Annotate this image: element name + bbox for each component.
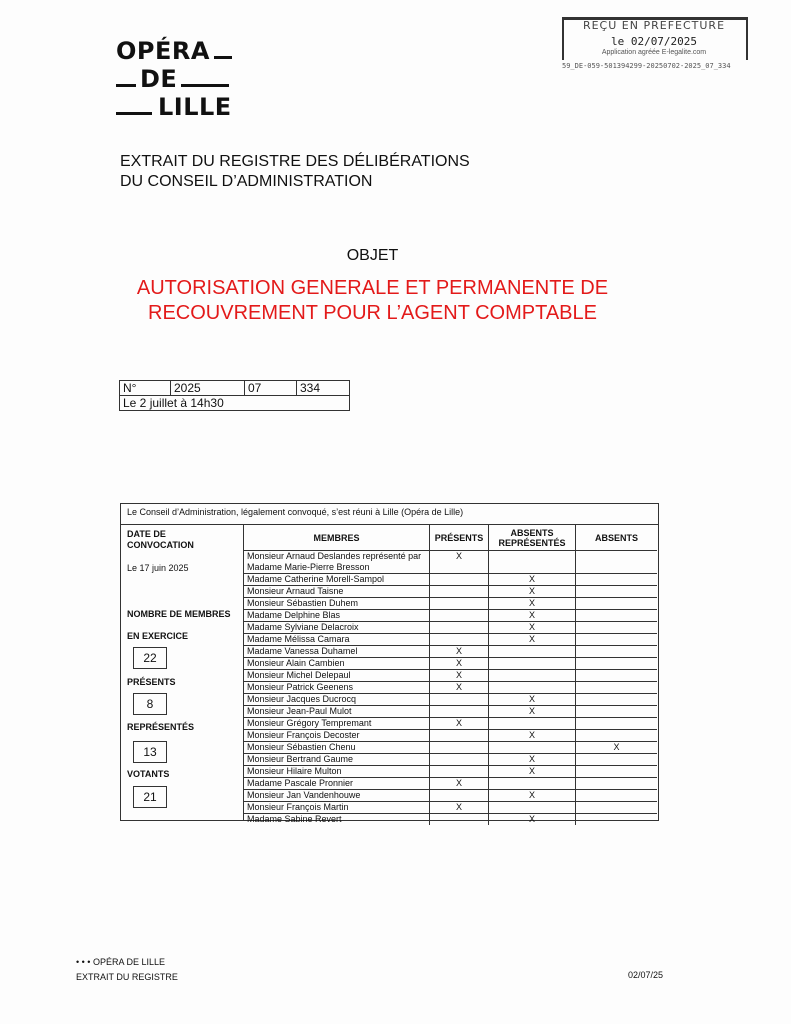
stamp-title: REÇU EN PREFECTURE xyxy=(582,19,726,32)
member-absent xyxy=(576,598,658,610)
ref-month: 07 xyxy=(245,381,297,396)
member-present: X xyxy=(430,646,489,658)
footer-org: • • • OPÉRA DE LILLE xyxy=(76,957,165,967)
date-convocation-label: DATE DE CONVOCATION xyxy=(127,529,194,550)
table-row xyxy=(244,802,657,814)
logo-bar xyxy=(181,84,229,87)
member-present xyxy=(430,586,489,598)
votants-label: VOTANTS xyxy=(127,769,170,779)
member-present xyxy=(430,742,489,754)
presents-label: PRÉSENTS xyxy=(127,677,176,687)
table-row xyxy=(244,706,657,718)
table-row xyxy=(244,682,657,694)
member-present xyxy=(430,766,489,778)
member-present: X xyxy=(430,778,489,790)
table-row xyxy=(244,814,657,826)
member-name: Monsieur Arnaud Deslandes représenté par Madame Marie-Pierre Bresson xyxy=(244,551,430,574)
member-name: Madame Mélissa Camara xyxy=(244,634,430,646)
member-present xyxy=(430,634,489,646)
member-present xyxy=(430,706,489,718)
member-name: Monsieur Sébastien Duhem xyxy=(244,598,430,610)
col-membres: MEMBRES xyxy=(244,525,430,551)
nombre-membres-label: NOMBRE DE MEMBRES xyxy=(127,609,231,619)
stamp-id: 59_DE-059-501394299-20250702-2025_07_334 xyxy=(562,62,731,70)
member-absent xyxy=(576,610,658,622)
footer-left xyxy=(76,955,178,985)
en-exercice-label: EN EXERCICE xyxy=(127,631,189,641)
member-name: Madame Vanessa Duhamel xyxy=(244,646,430,658)
table-row xyxy=(244,730,657,742)
ref-date-line: Le 2 juillet à 14h30 xyxy=(120,396,350,411)
member-present: X xyxy=(430,670,489,682)
table-row xyxy=(244,598,657,610)
member-name: Monsieur Patrick Geenens xyxy=(244,682,430,694)
stamp-date: le 02/07/2025 xyxy=(610,35,698,48)
table-row xyxy=(244,718,657,730)
member-absent xyxy=(576,658,658,670)
table-row xyxy=(244,742,657,754)
member-name: Monsieur Grégory Tempremant xyxy=(244,718,430,730)
member-absent xyxy=(576,574,658,586)
member-absent xyxy=(576,790,658,802)
member-present: X xyxy=(430,682,489,694)
member-absent xyxy=(576,730,658,742)
opera-de-lille-logo xyxy=(116,38,241,122)
member-present xyxy=(430,598,489,610)
member-absent xyxy=(576,814,658,826)
attendance-table xyxy=(120,503,659,824)
member-represented: X xyxy=(489,766,576,778)
member-name: Monsieur Michel Delepaul xyxy=(244,670,430,682)
ref-n-label: N° xyxy=(120,381,171,396)
member-present xyxy=(430,610,489,622)
register-title-line1: EXTRAIT DU REGISTRE DES DÉLIBÉRATIONS xyxy=(120,153,470,170)
member-present xyxy=(430,694,489,706)
table-row xyxy=(244,586,657,598)
member-present: X xyxy=(430,551,489,574)
objet-label: OBJET xyxy=(346,247,399,264)
table-row xyxy=(244,658,657,670)
logo-line1: OPÉRA xyxy=(116,37,210,65)
logo-line3: LILLE xyxy=(158,93,232,121)
member-name: Monsieur Bertrand Gaume xyxy=(244,754,430,766)
member-absent: X xyxy=(576,742,658,754)
table-row xyxy=(244,634,657,646)
member-name: Madame Sabine Revert xyxy=(244,814,430,826)
member-represented: X xyxy=(489,634,576,646)
member-present: X xyxy=(430,658,489,670)
member-absent xyxy=(576,694,658,706)
member-present xyxy=(430,754,489,766)
member-represented: X xyxy=(489,814,576,826)
register-title xyxy=(120,152,470,192)
member-present: X xyxy=(430,802,489,814)
table-row xyxy=(244,778,657,790)
member-name: Madame Pascale Pronnier xyxy=(244,778,430,790)
member-absent xyxy=(576,670,658,682)
member-name: Monsieur Jean-Paul Mulot xyxy=(244,706,430,718)
member-represented: X xyxy=(489,610,576,622)
table-row xyxy=(244,766,657,778)
member-represented: X xyxy=(489,706,576,718)
member-present xyxy=(430,790,489,802)
member-represented xyxy=(489,718,576,730)
member-represented: X xyxy=(489,622,576,634)
member-represented xyxy=(489,658,576,670)
member-represented xyxy=(489,682,576,694)
subject-line1: AUTORISATION GENERALE ET PERMANENTE DE xyxy=(136,277,609,299)
presents-value: 8 xyxy=(133,693,167,715)
col-presents: PRÉSENTS xyxy=(430,525,489,551)
member-absent xyxy=(576,802,658,814)
logo-bar xyxy=(116,84,136,87)
members-grid xyxy=(244,525,657,825)
member-absent xyxy=(576,634,658,646)
member-absent xyxy=(576,682,658,694)
member-name: Monsieur François Decoster xyxy=(244,730,430,742)
member-absent xyxy=(576,551,658,574)
member-name: Madame Delphine Blas xyxy=(244,610,430,622)
representes-value: 13 xyxy=(133,741,167,763)
table-row xyxy=(244,646,657,658)
member-absent xyxy=(576,778,658,790)
representes-label: REPRÉSENTÉS xyxy=(127,722,195,732)
col-absents: ABSENTS xyxy=(576,525,658,551)
member-represented: X xyxy=(489,694,576,706)
reference-table xyxy=(119,380,350,411)
register-title-line2: DU CONSEIL D’ADMINISTRATION xyxy=(120,173,373,190)
member-name: Monsieur Sébastien Chenu xyxy=(244,742,430,754)
member-absent xyxy=(576,754,658,766)
table-row xyxy=(244,754,657,766)
subject-title xyxy=(0,276,745,326)
meeting-intro: Le Conseil d’Administration, légalement convoqué, s’est réuni à Lille (Opéra de Lille) xyxy=(121,504,658,525)
footer-doc: EXTRAIT DU REGISTRE xyxy=(76,972,178,982)
logo-line2: DE xyxy=(140,65,178,93)
col-absents-representes: ABSENTS REPRÉSENTÉS xyxy=(489,525,576,551)
ref-number: 334 xyxy=(297,381,350,396)
logo-bar xyxy=(116,112,152,115)
member-represented xyxy=(489,778,576,790)
member-present xyxy=(430,730,489,742)
member-represented: X xyxy=(489,574,576,586)
member-represented: X xyxy=(489,790,576,802)
member-name: Monsieur Hilaire Multon xyxy=(244,766,430,778)
member-represented: X xyxy=(489,754,576,766)
member-present xyxy=(430,574,489,586)
member-represented xyxy=(489,670,576,682)
member-absent xyxy=(576,766,658,778)
votants-value: 21 xyxy=(133,786,167,808)
ref-year: 2025 xyxy=(171,381,245,396)
member-name: Madame Catherine Morell-Sampol xyxy=(244,574,430,586)
member-present: X xyxy=(430,718,489,730)
member-represented: X xyxy=(489,730,576,742)
member-absent xyxy=(576,646,658,658)
table-row xyxy=(244,622,657,634)
member-represented: X xyxy=(489,598,576,610)
member-name: Monsieur Arnaud Taisne xyxy=(244,586,430,598)
table-row xyxy=(244,574,657,586)
en-exercice-value: 22 xyxy=(133,647,167,669)
member-absent xyxy=(576,586,658,598)
logo-bar xyxy=(214,56,232,59)
member-represented xyxy=(489,802,576,814)
member-absent xyxy=(576,706,658,718)
member-absent xyxy=(576,718,658,730)
member-absent xyxy=(576,622,658,634)
member-represented xyxy=(489,551,576,574)
table-row xyxy=(244,790,657,802)
member-name: Monsieur Alain Cambien xyxy=(244,658,430,670)
table-row xyxy=(244,670,657,682)
member-represented xyxy=(489,646,576,658)
member-present xyxy=(430,622,489,634)
member-represented xyxy=(489,742,576,754)
member-name: Monsieur Jacques Ducrocq xyxy=(244,694,430,706)
date-convocation: Le 17 juin 2025 xyxy=(127,563,189,573)
member-name: Monsieur François Martin xyxy=(244,802,430,814)
stamp-app: Application agréée E-legalite.com xyxy=(601,49,707,56)
meeting-summary xyxy=(121,525,244,821)
subject-line2: RECOUVREMENT POUR L’AGENT COMPTABLE xyxy=(148,302,597,324)
member-name: Monsieur Jan Vandenhouwe xyxy=(244,790,430,802)
table-row xyxy=(244,610,657,622)
table-row xyxy=(244,551,657,574)
footer-date: 02/07/25 xyxy=(628,970,664,980)
member-represented: X xyxy=(489,586,576,598)
member-present xyxy=(430,814,489,826)
table-row xyxy=(244,694,657,706)
member-name: Madame Sylviane Delacroix xyxy=(244,622,430,634)
prefecture-stamp xyxy=(562,17,746,61)
